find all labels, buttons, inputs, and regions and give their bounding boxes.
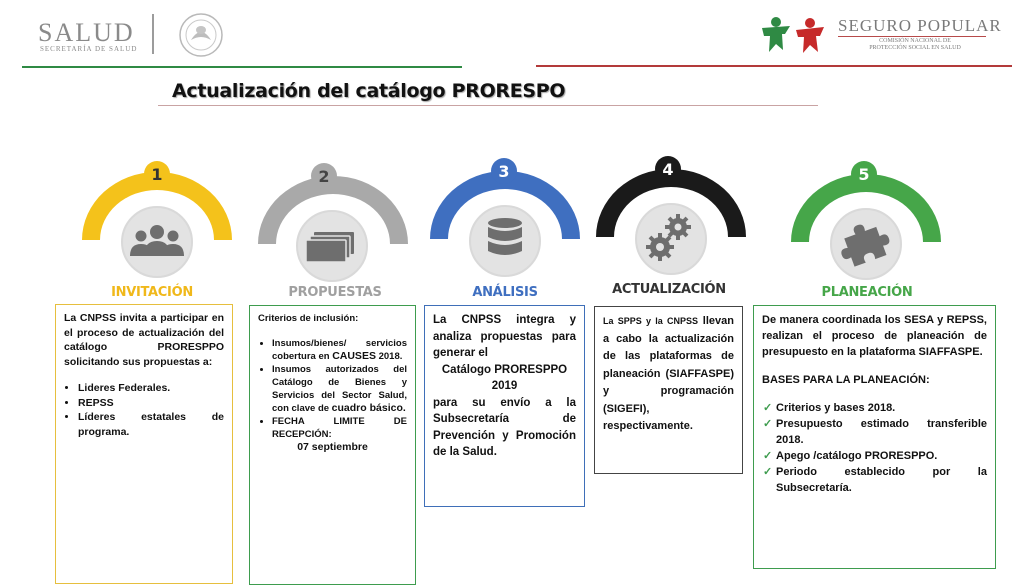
seguro-subtitle-line-1: COMISIÓN NACIONAL DE (879, 38, 951, 44)
list-item: • FECHA LIMITE DE RECEPCIÓN: (272, 415, 407, 441)
step-1-graphic (80, 158, 234, 282)
box5-list (762, 400, 987, 496)
box2-list (258, 337, 407, 441)
list-item: ✓ Criterios y bases 2018. (776, 400, 987, 416)
catalog-name: Catálogo PRORESPPO 2019 (441, 363, 568, 392)
box2-heading: Criterios de inclusión: (258, 313, 359, 324)
seguro-popular-figures-icon (758, 14, 834, 54)
header-rule-red (536, 65, 1012, 67)
step-4-description-box (594, 306, 743, 474)
box4-small-text: La SPPS y la CNPSS (603, 316, 698, 326)
step-5-number: 5 (858, 165, 870, 184)
box1-intro: La CNPSS invita a participar en el proceso de actualización del catálogo PRORESPPO solicitando sus propuestas a: (64, 312, 224, 368)
list-item: • Líderes estatales de programa. (78, 410, 224, 439)
box2-item1-year: 2018. (375, 351, 403, 362)
list-item (272, 337, 407, 363)
step-2-description-box (249, 305, 416, 585)
header-rule-green (22, 66, 462, 68)
step-4-number: 4 (662, 160, 674, 179)
seguro-popular-rule (838, 36, 986, 37)
list-item: ✓ Presupuesto estimado transferible 2018. (776, 416, 987, 448)
box3-text-a: La CNPSS integra y analiza propuestas para generar el (433, 314, 576, 359)
salud-logo-subtitle: SECRETARÍA DE SALUD (40, 45, 138, 53)
step-3-label: ANÁLISIS (472, 285, 538, 300)
logo-divider (152, 14, 154, 54)
title-underline (158, 105, 818, 106)
salud-logo-title: SALUD (38, 18, 135, 47)
step-5-graphic (789, 158, 943, 282)
list-item: • Lideres Federales. (78, 381, 224, 396)
step-3-number: 3 (498, 162, 510, 181)
cuadro-basico-emphasis: cuadro básico. (331, 402, 406, 414)
step-1-number: 1 (151, 165, 163, 184)
seguro-popular-title: SEGURO POPULAR (838, 16, 1002, 35)
list-item (272, 363, 407, 415)
box5-bases-heading: BASES PARA LA PLANEACIÓN: (762, 374, 930, 386)
step-4-label: ACTUALIZACIÓN (612, 282, 726, 297)
step-1-description-box (55, 304, 233, 584)
documents-stack-icon (306, 232, 354, 262)
causes-emphasis: CAUSES (332, 350, 376, 362)
box2-item1-text: Insumos/bienes/ servicios cobertura en (272, 338, 407, 362)
step-3-graphic (428, 155, 582, 279)
national-seal-icon (176, 12, 226, 58)
step-4-graphic (594, 153, 748, 277)
box3-text-b: para su envío a la Subsecretaría de Prevención y Promoción de la Salud. (433, 396, 576, 458)
box4-text (603, 313, 734, 436)
box1-list (64, 381, 224, 439)
deadline-date: 07 septiembre (297, 441, 368, 453)
list-item: ✓ Apego /catálogo PRORESPPO. (776, 448, 987, 464)
step-2-graphic (256, 160, 410, 284)
step-1-label: INVITACIÓN (111, 285, 193, 300)
step-2-number: 2 (318, 167, 330, 186)
seguro-popular-subtitle (860, 38, 970, 52)
box5-intro: De manera coordinada los SESA y REPSS, realizan el proceso de planeación de presupuesto en la plataforma SIAFFASPE. (762, 314, 987, 358)
list-item: ✓ Periodo establecido por la Subsecretaría. (776, 464, 987, 496)
seguro-subtitle-line-2: PROTECCIÓN SOCIAL EN SALUD (869, 45, 961, 51)
step-3-description-box (424, 305, 585, 507)
box4-main-text: llevan a cabo la actualización de las plataformas de planeación (SIAFFASPE) y programación (SIGEFI), respectivamente. (603, 315, 734, 432)
page-title: Actualización del catálogo PRORESPO (172, 80, 566, 102)
step-2-label: PROPUESTAS (288, 285, 382, 300)
database-icon (488, 218, 522, 255)
step-5-description-box (753, 305, 996, 569)
step-5-label: PLANEACIÓN (821, 285, 913, 300)
list-item: • REPSS (78, 396, 224, 411)
box2-item2-text: Insumos autorizados del Catálogo de Bienes y Servicios del Sector Salud, con clave de (272, 364, 407, 414)
